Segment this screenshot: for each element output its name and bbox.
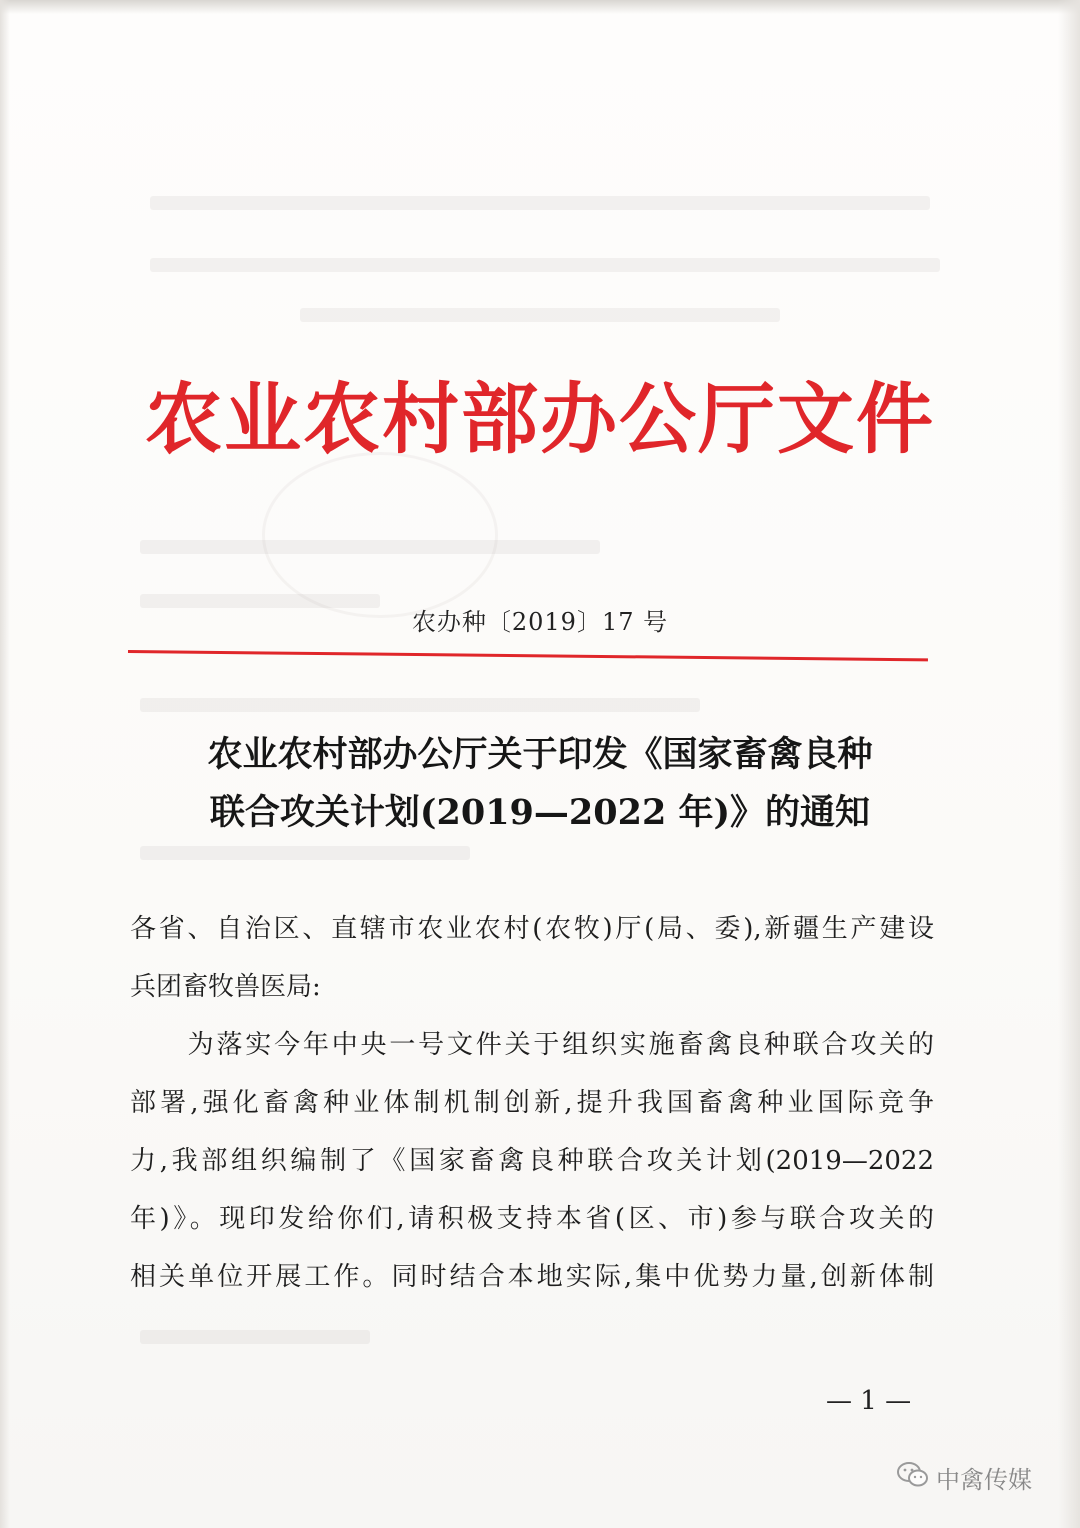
bleed-through-seal — [262, 452, 498, 618]
notice-title-line: 农业农村部办公厅关于印发《国家畜禽良种 — [207, 734, 873, 775]
issuing-authority-title: 农业农村部办公厅文件 — [145, 375, 935, 465]
bleed-through-line — [150, 258, 940, 272]
red-separator-line — [128, 650, 928, 661]
scan-edge-left — [0, 0, 10, 1528]
body-line: 部署,强化畜禽种业体制机制创新,提升我国畜禽种业国际竞争 — [130, 1088, 934, 1118]
scan-edge-top — [0, 0, 1080, 14]
bleed-through-line — [150, 196, 930, 210]
body-line-recipients: 各省、自治区、直辖市农业农村(农牧)厅(局、委),新疆生产建设 — [130, 914, 934, 944]
body-line-recipients: 兵团畜牧兽医局: — [130, 972, 321, 1002]
bleed-through-line — [140, 1330, 370, 1344]
wechat-watermark — [896, 1456, 1032, 1498]
bleed-through-line — [140, 698, 700, 712]
wechat-icon — [896, 1460, 930, 1494]
bleed-through-line — [300, 308, 780, 322]
body-line: 力,我部组织编制了《国家畜禽良种联合攻关计划(2019—2022 — [130, 1146, 934, 1176]
document-number: 农办种〔2019〕17 号 — [411, 608, 669, 636]
body-line: 相关单位开展工作。同时结合本地实际,集中优势力量,创新体制 — [130, 1262, 934, 1292]
document-body — [130, 900, 934, 1306]
watermark-label: 中禽传媒 — [936, 1465, 1032, 1494]
notice-title — [120, 726, 960, 842]
notice-title-line: 联合攻关计划(2019—2022 年)》的通知 — [209, 792, 871, 833]
body-line: 为落实今年中央一号文件关于组织实施畜禽良种联合攻关的 — [130, 1030, 934, 1060]
bleed-through-line — [140, 846, 470, 860]
body-line: 年)》。现印发给你们,请积极支持本省(区、市)参与联合攻关的 — [130, 1204, 934, 1234]
scan-edge-right — [1058, 0, 1080, 1528]
page-number: — 1 — — [826, 1386, 912, 1416]
